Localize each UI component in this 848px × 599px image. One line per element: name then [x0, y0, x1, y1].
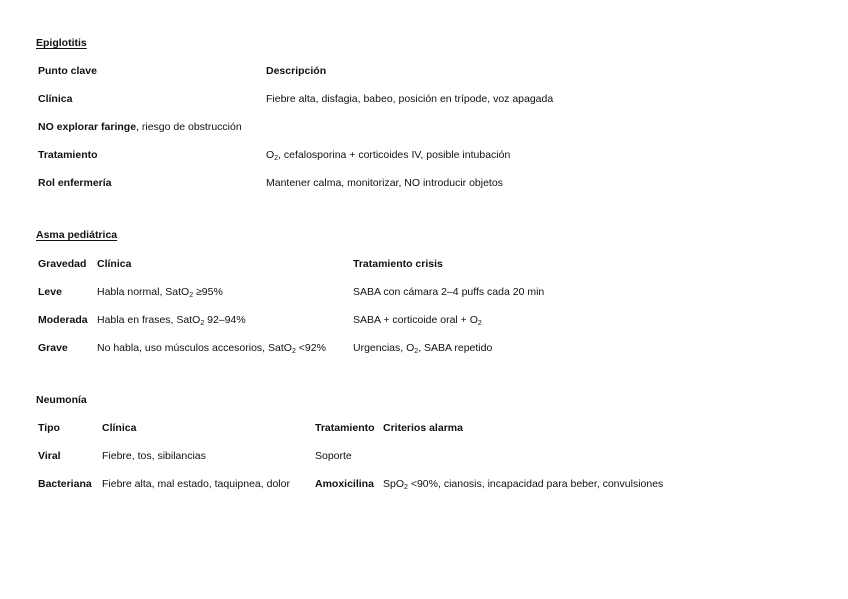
trat-cell	[351, 306, 546, 334]
alarm-text: <90%, cianosis, incapacidad para beber, convulsiones	[407, 478, 664, 490]
table-header-row	[36, 250, 546, 278]
trat-text: Urgencias, O	[353, 342, 415, 354]
header-cell: Clínica	[102, 422, 137, 434]
trat-cell: Soporte	[315, 450, 352, 462]
clin-text: 92–94%	[204, 314, 246, 326]
clin-text: No habla, uso músculos accesorios, SatO	[97, 342, 292, 354]
trat-cell: SABA con cámara 2–4 puffs cada 20 min	[353, 286, 545, 298]
clin-text: ≥95%	[193, 286, 223, 298]
clin-cell: Fiebre, tos, sibilancias	[102, 450, 206, 462]
subscript: 2	[189, 292, 194, 299]
desc-text: , cefalosporina + corticoides IV, posible intubación	[278, 149, 511, 161]
table-row	[36, 442, 665, 470]
table-row	[36, 113, 555, 141]
table-row	[36, 306, 546, 334]
grav-cell: Leve	[38, 286, 62, 298]
o-text: O	[266, 149, 275, 161]
trat-cell: Amoxicilina	[315, 478, 374, 490]
grav-cell: Moderada	[38, 314, 88, 326]
header-cell: Criterios alarma	[383, 422, 463, 434]
clin-text: Habla normal, SatO	[97, 286, 190, 298]
trat-text: , SABA repetido	[418, 342, 493, 354]
subscript: 2	[200, 320, 205, 327]
grav-cell: Grave	[38, 342, 68, 354]
key-cell: Tratamiento	[38, 149, 98, 161]
table-header-row	[36, 414, 665, 442]
epiglotitis-table	[36, 57, 555, 197]
key-rest-text: , riesgo de obstrucción	[136, 121, 242, 133]
key-bold-text: NO explorar faringe	[38, 121, 137, 133]
clin-text: Habla en frases, SatO	[97, 314, 201, 326]
table-header-row	[36, 57, 555, 85]
section-title-asma: Asma pediátrica	[36, 229, 118, 241]
asma-table	[36, 250, 546, 362]
clin-cell: Fiebre alta, mal estado, taquipnea, dolor	[102, 478, 290, 490]
alarm-cell	[381, 470, 665, 498]
subscript: 2	[404, 484, 408, 491]
table-row	[36, 169, 555, 197]
header-cell: Punto clave	[38, 65, 97, 77]
alarm-cell	[381, 442, 665, 470]
desc-cell: Fiebre alta, disfagia, babeo, posición en trípode, voz apagada	[266, 93, 554, 105]
clin-cell	[95, 278, 351, 306]
table-row	[36, 85, 555, 113]
header-cell: Tratamiento crisis	[353, 258, 443, 270]
header-cell: Descripción	[266, 65, 327, 77]
trat-text: SABA + corticoide oral + O	[353, 314, 478, 326]
section-title-epiglotitis: Epiglotitis	[36, 37, 87, 49]
table-row	[36, 470, 665, 498]
tipo-cell: Bacteriana	[38, 478, 92, 490]
header-cell: Gravedad	[38, 258, 87, 270]
clin-cell	[95, 334, 351, 362]
table-row	[36, 334, 546, 362]
table-row	[36, 278, 546, 306]
alarm-text: SpO	[383, 478, 405, 490]
header-cell: Tipo	[38, 422, 60, 434]
header-cell: Tratamiento	[315, 422, 375, 434]
tipo-cell: Viral	[38, 450, 61, 462]
subscript: 2	[477, 320, 482, 327]
section-title-neumonia: Neumonía	[36, 394, 87, 406]
desc-cell: Mantener calma, monitorizar, NO introducir objetos	[266, 177, 503, 189]
clin-cell	[95, 306, 351, 334]
trat-cell	[351, 334, 546, 362]
key-cell	[36, 113, 555, 141]
subscript: 2	[274, 155, 279, 162]
table-row	[36, 141, 555, 169]
neumonia-table	[36, 414, 665, 498]
header-cell: Clínica	[97, 258, 132, 270]
subscript: 2	[291, 348, 296, 355]
desc-cell	[264, 141, 555, 169]
key-cell: Rol enfermería	[38, 177, 112, 189]
clin-text: <92%	[295, 342, 326, 354]
subscript: 2	[414, 348, 419, 355]
key-cell: Clínica	[38, 93, 73, 105]
